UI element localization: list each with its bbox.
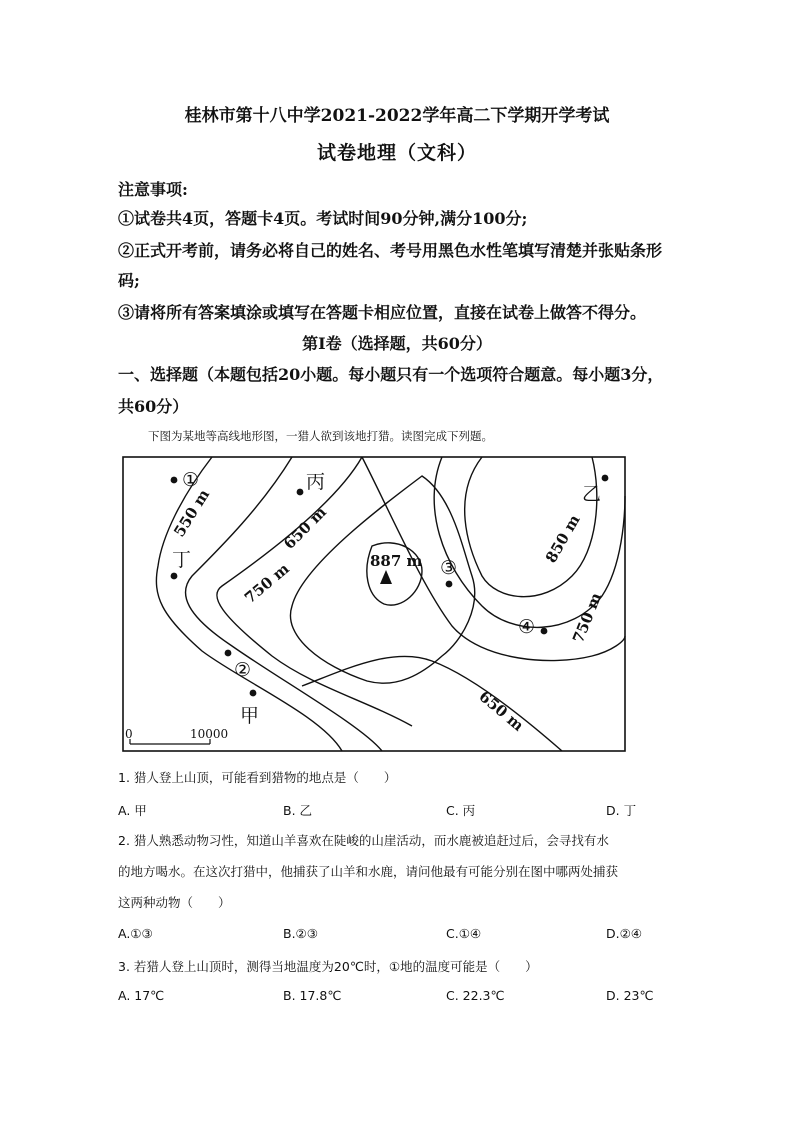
page-subtitle: 试卷地理（文科） — [316, 142, 477, 164]
point-label-bing: 丙 — [306, 471, 326, 493]
question-1-option-a[interactable]: A. 甲 — [118, 803, 147, 818]
question-2-text-line-1: 猎人熟悉动物习性，知道山羊喜欢在陡峻的山崖活动，而水鹿被追赶过后，会寻找有水 — [133, 833, 609, 848]
point-marker-3 — [446, 581, 453, 588]
contour-label-750-east: 750 m — [569, 590, 606, 646]
notice-item-2-line-2: 码; — [118, 271, 140, 290]
contour-label-550: 550 m — [170, 486, 214, 541]
question-2-text-line-3: 这两种动物（ ） — [118, 895, 231, 910]
contour-label-650-west: 650 m — [280, 503, 330, 553]
point-marker-jia — [250, 690, 257, 697]
point-label-3: ③ — [440, 557, 458, 579]
point-marker-ding — [171, 573, 178, 580]
question-2-number: 2. — [118, 833, 130, 848]
question-3-option-c[interactable]: C. 22.3℃ — [446, 988, 505, 1003]
point-marker-2 — [225, 650, 232, 657]
question-3-option-a[interactable]: A. 17℃ — [118, 988, 165, 1003]
contour-label-850: 850 m — [541, 511, 584, 566]
notice-item-1: ①试卷共4页，答题卡4页。考试时间90分钟,满分100分; — [118, 209, 528, 228]
notice-heading: 注意事项: — [118, 180, 188, 199]
question-2-option-a[interactable]: A.①③ — [118, 926, 153, 941]
point-marker-yi — [602, 475, 609, 482]
scale-value: 10000 — [190, 727, 229, 741]
point-label-1: ① — [182, 469, 200, 491]
question-1 — [118, 768, 396, 786]
question-3-option-b[interactable]: B. 17.8℃ — [283, 988, 342, 1003]
question-1-text: 猎人登上山顶，可能看到猎物的地点是（ ） — [133, 770, 397, 785]
question-1-number: 1. — [118, 770, 130, 785]
question-intro: 下图为某地等高线地形图，一猎人欲到该地打猎。读图完成下列题。 — [148, 429, 493, 443]
scale-zero: 0 — [125, 727, 133, 741]
point-label-2: ② — [234, 659, 252, 681]
section-instruction-line-2: 共60分） — [118, 397, 189, 416]
point-marker-1 — [171, 477, 178, 484]
question-1-option-d[interactable]: D. 丁 — [606, 803, 637, 818]
peak-elevation: 887 m — [370, 552, 423, 570]
question-2-option-d[interactable]: D.②④ — [606, 926, 643, 941]
question-2-option-b[interactable]: B.②③ — [283, 926, 318, 941]
point-label-yi: 乙 — [582, 483, 602, 505]
point-label-jia: 甲 — [240, 705, 260, 727]
point-marker-bing — [297, 489, 304, 496]
question-1-option-b[interactable]: B. 乙 — [283, 803, 313, 818]
question-2 — [118, 831, 609, 849]
contour-label-650-south: 650 m — [475, 687, 528, 735]
question-3 — [118, 957, 538, 975]
contour-label-750-west: 750 m — [241, 559, 293, 608]
question-3-number: 3. — [118, 959, 130, 974]
section-instruction-line-1: 一、选择题（本题包括20小题。每小题只有一个选项符合题意。每小题3分， — [118, 365, 664, 384]
point-marker-4 — [541, 628, 548, 635]
question-1-option-c[interactable]: C. 丙 — [446, 803, 476, 818]
point-label-ding: 丁 — [172, 549, 192, 571]
point-label-4: ④ — [518, 616, 536, 638]
question-2-text-line-2: 的地方喝水。在这次打猎中，他捕获了山羊和水鹿，请问他最有可能分别在图中哪两处捕获 — [118, 864, 619, 879]
contour-map — [122, 456, 626, 752]
section-title: 第I卷（选择题，共60分） — [302, 334, 492, 353]
notice-item-2-line-1: ②正式开考前，请务必将自己的姓名、考号用黑色水性笔填写清楚并张贴条形 — [118, 241, 663, 260]
page-title: 桂林市第十八中学2021-2022学年高二下学期开学考试 — [184, 106, 610, 126]
question-3-option-d[interactable]: D. 23℃ — [606, 988, 654, 1003]
question-2-option-c[interactable]: C.①④ — [446, 926, 482, 941]
question-3-text: 若猎人登上山顶时，测得当地温度为20℃时，①地的温度可能是（ ） — [133, 959, 538, 974]
notice-item-3: ③请将所有答案填涂或填写在答题卡相应位置，直接在试卷上做答不得分。 — [118, 303, 647, 322]
